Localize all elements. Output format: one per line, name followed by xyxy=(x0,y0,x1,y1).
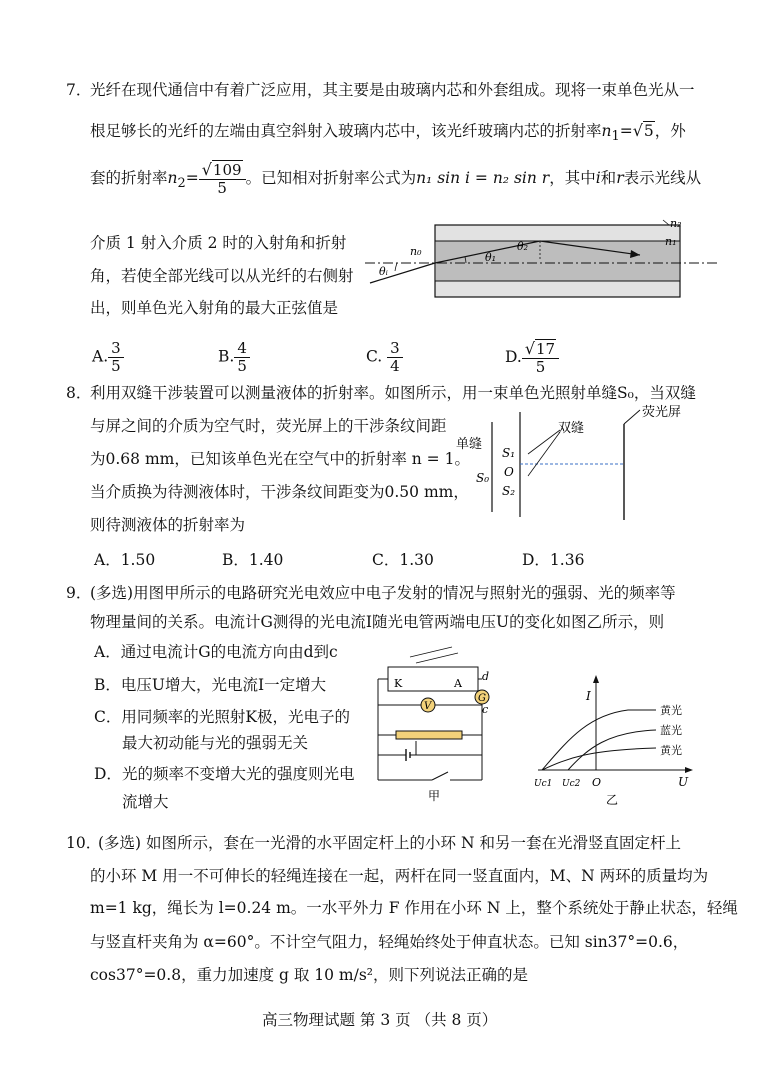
curve-blue xyxy=(568,730,656,770)
q7-formula: n₁ sin i = n₂ sin r xyxy=(416,169,550,187)
q7-i: i xyxy=(595,169,601,187)
fig-n1: n₁ xyxy=(665,235,677,248)
q8-line5: 则待测液体的折射率为 xyxy=(90,516,246,534)
q7-line4: 介质 1 射入介质 2 时的入射角和折射 xyxy=(90,234,347,252)
q7-line2-text: 根足够长的光纤的左端由真空斜射入玻璃内芯中，该光纤玻璃内芯的折射率 xyxy=(90,122,602,140)
q8-option-a: A．1.50 xyxy=(94,551,156,569)
q8-fig-s2: S₂ xyxy=(502,484,516,498)
q7-line6: 出，则单色光入射角的最大正弦值是 xyxy=(90,299,339,317)
q10-line5: cos37°=0.8，重力加速度 g 取 10 m/s²，则下列说法正确的是 xyxy=(90,966,529,984)
q9-option-c-text: 用同频率的光照射K极，光电子的 xyxy=(121,708,350,726)
fig-theta-i: θᵢ xyxy=(379,265,388,278)
q7-n1: n xyxy=(601,122,612,140)
q8-fig-s0: S₀ xyxy=(476,471,490,485)
q9-line2: 物理量间的关系。电流计G测得的光电流I随光电管两端电压U的变化如图乙所示，则 xyxy=(90,613,665,631)
graph-curve-label-2: 蓝光 xyxy=(660,724,682,737)
q7-number: 7． xyxy=(66,81,92,99)
graph-o-label: O xyxy=(592,776,602,789)
double-slit-pointer-2 xyxy=(528,432,560,476)
q7-option-b-frac xyxy=(234,340,250,375)
q8-line3: 为0.68 mm，已知该单色光在空气中的折射率 n = 1。 xyxy=(90,450,470,468)
q9-option-c xyxy=(94,707,350,727)
q9-line1: (多选)用图甲所示的电路研究光电效应中电子发射的情况与照射光的强弱、光的频率等 xyxy=(90,584,676,602)
q7-option-d xyxy=(505,340,559,376)
q7-line3-a: 套的折射率 xyxy=(90,169,168,187)
q7-option-c-num: 3 xyxy=(387,340,403,358)
i-axis-arrow-icon xyxy=(593,675,599,683)
q8-line1: 利用双缝干涉装置可以测量液体的折射率。如图所示，用一束单色光照射单缝S₀，当双缝 xyxy=(90,384,696,402)
q7-fiber-figure xyxy=(365,215,725,305)
rheostat xyxy=(396,731,462,739)
q9-option-d-text: 光的频率不变增大光的强度则光电 xyxy=(121,765,355,783)
light-ray-2 xyxy=(416,653,458,663)
fiber-core xyxy=(435,241,680,281)
q7-n1-eq: = xyxy=(619,122,633,140)
q7-option-a-num: 3 xyxy=(108,340,124,358)
q9-graph-figure xyxy=(528,670,703,815)
q7-line3-c: ，其中 xyxy=(549,169,596,187)
q7-option-c-den: 4 xyxy=(390,357,400,375)
q9-option-a-text: 通过电流计G的电流方向由d到c xyxy=(120,643,338,661)
q8-option-b: B．1.40 xyxy=(222,551,284,569)
q7-option-b-num: 4 xyxy=(234,340,250,358)
circuit-g: G xyxy=(478,693,486,704)
q7-option-d-label: D. xyxy=(505,348,522,366)
circuit-caption: 甲 xyxy=(428,789,441,803)
q9-option-a-label: A． xyxy=(94,643,121,661)
q7-option-c xyxy=(366,340,403,375)
graph-u-label: U xyxy=(678,775,689,789)
q8-line4: 当介质换为待测液体时，干涉条纹间距变为0.50 mm， xyxy=(90,483,469,501)
n2-pointer xyxy=(663,220,669,225)
q7-n2-eq: = xyxy=(185,169,199,187)
q7-option-b-label: B. xyxy=(218,347,235,366)
graph-uc2-label: Uc2 xyxy=(562,779,581,789)
q9-option-b-label: B． xyxy=(94,676,121,694)
q8-option-d: D．1.36 xyxy=(522,551,585,569)
q7-n2-sub: 2 xyxy=(177,176,186,192)
q7-n2-fraction xyxy=(199,161,246,197)
graph-uc1-label: Uc1 xyxy=(534,779,553,789)
q7-option-d-frac xyxy=(522,340,559,376)
q9-option-c-cont: 最大初动能与光的强弱无关 xyxy=(122,734,309,752)
light-ray-1 xyxy=(410,647,452,657)
q10-line4: 与竖直杆夹角为 α=60°。不计空气阻力，轻绳始终处于伸直状态。已知 sin37°=0.6， xyxy=(90,933,689,951)
q8-fig-single-label: 单缝 xyxy=(456,437,483,452)
q8-double-slit-figure xyxy=(450,402,720,527)
q7-n2-numerator: 109 xyxy=(212,161,242,179)
fig-theta-1: θ₁ xyxy=(485,251,497,264)
curve-yellow-strong xyxy=(542,710,656,770)
q7-option-c-label: C. xyxy=(366,347,383,366)
graph-caption: 乙 xyxy=(606,793,619,807)
fig-theta-2: θ₂ xyxy=(517,240,529,253)
q7-n2-sqrt-icon: √ xyxy=(201,160,212,179)
q9-option-b-text: 电压U增大，光电流I一定增大 xyxy=(120,676,327,694)
q7-line2 xyxy=(90,121,686,147)
q9-option-c-label: C． xyxy=(94,708,122,726)
q7-line1: 光纤在现代通信中有着广泛应用，其主要是由玻璃内芯和外套组成。现将一束单色光从一 xyxy=(90,81,695,99)
q7-option-a-den: 5 xyxy=(111,357,121,375)
screen-pointer xyxy=(624,410,640,424)
q8-line2: 与屏之间的介质为空气时，荧光屏上的干涉条纹间距 xyxy=(90,417,447,435)
q9-option-d-label: D． xyxy=(94,765,122,783)
q8-fig-s1: S₁ xyxy=(502,446,516,460)
circuit-a: A xyxy=(454,677,462,690)
q7-line3-d: 表示光线从 xyxy=(623,169,702,187)
graph-curve-label-1: 黄光 xyxy=(660,704,682,717)
q9-option-a xyxy=(94,642,338,662)
q10-line1: (多选) 如图所示，套在一光滑的水平固定杆上的小环 N 和另一套在光滑竖直固定杆上 xyxy=(98,834,681,852)
q7-n2-denominator: 5 xyxy=(217,179,227,197)
q8-fig-o: O xyxy=(504,465,514,479)
q8-fig-double-label: 双缝 xyxy=(558,421,585,436)
q9-circuit-figure xyxy=(372,645,502,805)
q7-line2-end: ，外 xyxy=(654,122,686,140)
circuit-d: d xyxy=(482,670,490,683)
fig-n0: n₀ xyxy=(410,245,422,258)
q7-option-a-label: A. xyxy=(92,347,109,366)
double-slit-pointer-1 xyxy=(528,430,560,454)
q7-n1-value: 5 xyxy=(643,122,654,140)
q7-line3 xyxy=(90,161,701,197)
page-footer: 高三物理试题 第 3 页 （共 8 页） xyxy=(262,1011,498,1029)
q7-option-d-num: 17 xyxy=(536,340,556,358)
q7-and: 和 xyxy=(600,169,617,187)
q9-option-b xyxy=(94,675,326,695)
q10-line2: 的小环 M 用一不可伸长的轻绳连接在一起，两杆在同一竖直面内，M、N 两环的质量均为 xyxy=(90,867,709,885)
q8-fig-screen-label: 荧光屏 xyxy=(642,405,682,420)
q9-option-d-cont: 流增大 xyxy=(122,793,169,811)
graph-i-label: I xyxy=(586,689,591,703)
q7-line5: 角，若使全部光线可以从光纤的右侧射 xyxy=(90,267,354,285)
angle-i-arc xyxy=(395,263,397,271)
switch-icon xyxy=(432,772,448,780)
q7-option-d-sqrt-icon: √ xyxy=(524,339,536,358)
circuit-c: c xyxy=(482,703,489,716)
q7-r: r xyxy=(616,169,624,187)
circuit-k: K xyxy=(394,677,403,690)
q7-n2: n xyxy=(167,169,178,187)
graph-curve-label-3: 黄光 xyxy=(660,744,682,757)
q7-option-b-den: 5 xyxy=(237,357,247,375)
q7-line3-b: 。已知相对折射率公式为 xyxy=(245,169,417,187)
circuit-v: V xyxy=(424,701,432,712)
q10-number: 10． xyxy=(66,834,102,852)
q7-sqrt-icon: √ xyxy=(632,121,643,140)
q7-option-a xyxy=(92,340,124,375)
q7-option-a-frac xyxy=(108,340,124,375)
q7-option-b xyxy=(218,340,250,375)
q10-line3: m=1 kg，绳长为 l=0.24 m。一水平外力 F 作用在小环 N 上，整个系统处于静止状态，轻绳 xyxy=(90,899,738,917)
q8-number: 8． xyxy=(66,384,92,402)
q7-n1-sub: 1 xyxy=(611,129,620,145)
fig-n2: n₂ xyxy=(670,217,682,230)
q8-option-c: C．1.30 xyxy=(372,551,434,569)
q7-option-c-frac xyxy=(387,340,403,375)
u-axis-arrow-icon xyxy=(685,767,693,773)
q9-option-d xyxy=(94,764,354,784)
q7-option-d-den: 5 xyxy=(535,358,546,376)
q9-number: 9． xyxy=(66,584,92,602)
